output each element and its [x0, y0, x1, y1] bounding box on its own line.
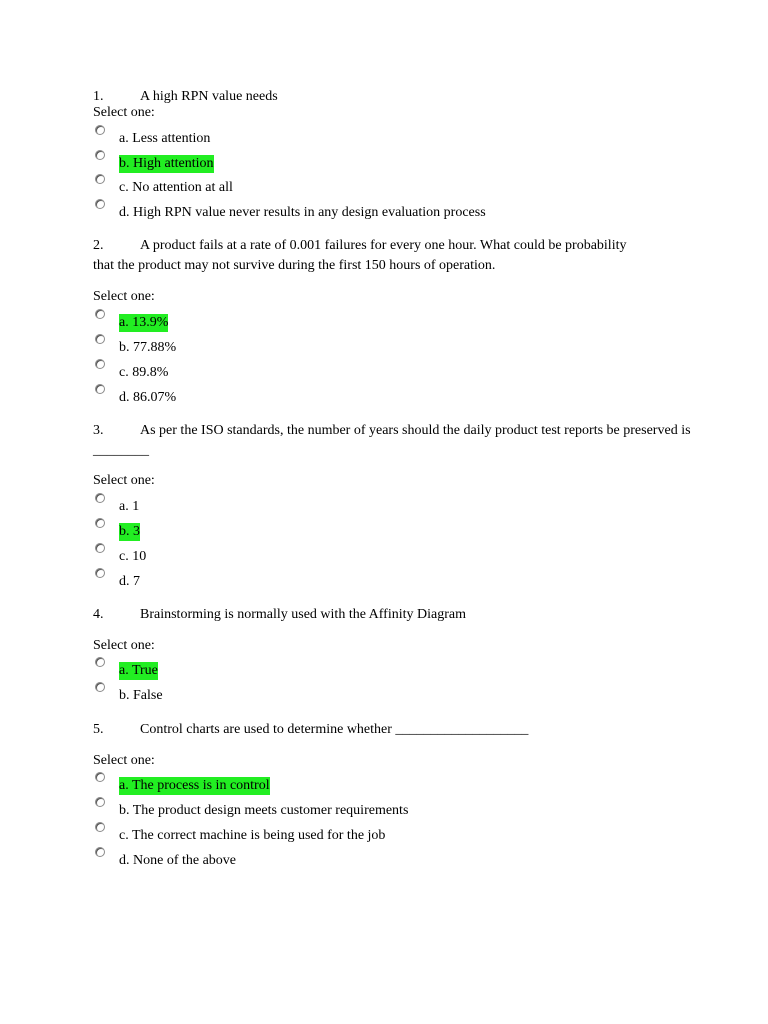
question-5: [93, 720, 683, 740]
option-label: d. None of the above: [119, 853, 237, 868]
question-2-header: [93, 236, 633, 276]
question-text: Brainstorming is normally used with the Affinity Diagram: [140, 607, 466, 622]
radio-button[interactable]: [95, 543, 105, 553]
radio-button[interactable]: [95, 493, 105, 503]
question-number: 4.: [93, 607, 104, 622]
option-label: b. The product design meets customer requirements: [119, 803, 409, 818]
option-label: c. 89.8%: [119, 365, 169, 380]
radio-button[interactable]: [95, 568, 105, 578]
question-text: As per the ISO standards, the number of years should the daily product test reports be preserved is ________: [93, 423, 691, 458]
select-one-label: Select one:: [93, 753, 155, 768]
option-label: a. 1: [119, 499, 140, 514]
question-5-header: [93, 720, 683, 740]
question-1: [93, 87, 683, 107]
radio-button[interactable]: [95, 847, 105, 857]
question-text: A product fails at a rate of 0.001 failures for every one hour. What could be probability that the product may not survive during the first 150 hours of operation.: [93, 238, 627, 273]
question-4: [93, 605, 683, 625]
option-label-highlighted: a. 13.9%: [119, 315, 169, 330]
question-4-header: [93, 605, 683, 625]
question-3: [93, 421, 693, 461]
option-label: b. False: [119, 688, 163, 703]
option-label: b. 77.88%: [119, 340, 177, 355]
option-label: d. 86.07%: [119, 390, 177, 405]
radio-button[interactable]: [95, 359, 105, 369]
select-one-label: Select one:: [93, 105, 155, 120]
radio-button[interactable]: [95, 682, 105, 692]
question-1-header: [93, 87, 683, 107]
option-label: c. The correct machine is being used for the job: [119, 828, 386, 843]
question-number: 3.: [93, 423, 104, 438]
option-label: c. No attention at all: [119, 180, 233, 195]
question-number: 1.: [93, 89, 104, 104]
option-label: d. 7: [119, 574, 140, 589]
question-3-header: [93, 421, 693, 461]
radio-button[interactable]: [95, 150, 105, 160]
option-label: c. 10: [119, 549, 147, 564]
radio-button[interactable]: [95, 174, 105, 184]
option-label-highlighted: b. High attention: [119, 156, 214, 171]
radio-button[interactable]: [95, 822, 105, 832]
radio-button[interactable]: [95, 309, 105, 319]
radio-button[interactable]: [95, 518, 105, 528]
radio-button[interactable]: [95, 334, 105, 344]
radio-button[interactable]: [95, 657, 105, 667]
option-label-highlighted: b. 3: [119, 524, 140, 539]
question-number: 5.: [93, 722, 104, 737]
option-label: d. High RPN value never results in any design evaluation process: [119, 205, 486, 220]
select-one-label: Select one:: [93, 638, 155, 653]
radio-button[interactable]: [95, 772, 105, 782]
question-text: A high RPN value needs: [140, 89, 278, 104]
radio-button[interactable]: [95, 199, 105, 209]
option-label-highlighted: a. True: [119, 663, 158, 678]
question-2: [93, 236, 633, 276]
radio-button[interactable]: [95, 797, 105, 807]
option-label: a. Less attention: [119, 131, 211, 146]
question-text: Control charts are used to determine whether ___________________: [140, 722, 529, 737]
option-label-highlighted: a. The process is in control: [119, 778, 270, 793]
question-number: 2.: [93, 238, 104, 253]
select-one-label: Select one:: [93, 289, 155, 304]
select-one-label: Select one:: [93, 473, 155, 488]
radio-button[interactable]: [95, 384, 105, 394]
radio-button[interactable]: [95, 125, 105, 135]
